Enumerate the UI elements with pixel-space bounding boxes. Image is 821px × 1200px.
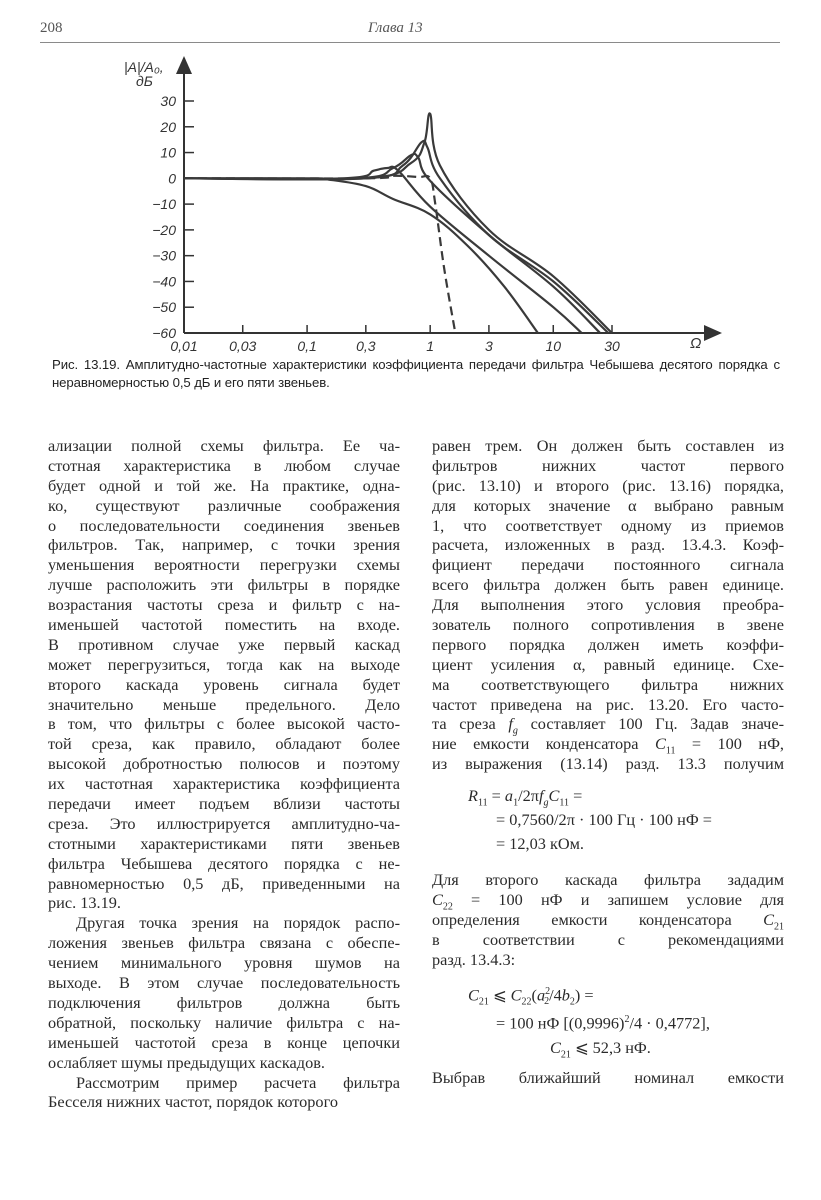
- text-line: ализации полной схемы фильтра. Ее ча-: [48, 436, 400, 455]
- text-line: подключения фильтров должна быть: [48, 992, 400, 1012]
- text-line: для которых значение α выбрано равным: [432, 495, 784, 515]
- text-line: фициент передачи постоянного сигнала: [432, 555, 784, 575]
- text-line: стотными характеристиками пяти звеньев: [48, 833, 400, 853]
- text-line: разд. 13.4.3:: [432, 949, 516, 969]
- formula-line: = 12,03 кОм.: [496, 834, 584, 854]
- text-line: в том, что фильтры с более высокой часто-: [48, 714, 400, 734]
- text-line: фильтров. Так, например, с точки зрения: [48, 535, 400, 555]
- text-line: второго каскада уровень сигнала будет: [48, 674, 400, 694]
- text-line: первого порядка должен иметь коэффи-: [432, 634, 784, 654]
- text-line: из выражения (13.14) разд. 13.3 получим: [432, 754, 784, 774]
- text-line: фильтра Чебышева десятого порядка с не-: [48, 853, 400, 873]
- x-tick-label: 1: [426, 338, 435, 354]
- x-tick-label: 10: [545, 338, 562, 354]
- text-line: лучше расположить эти фильтры в порядке: [48, 575, 400, 595]
- text-line: рис. 13.19.: [48, 893, 121, 913]
- formula-line: = 100 нФ $[(0,9996)^2/4 \cdot 0,4772]$,: [496, 1013, 710, 1033]
- text-line: частот приведена на рис. 13.20. Его часто-: [432, 694, 784, 714]
- text-line: передачи имеет подъем вблизи частоты: [48, 794, 400, 814]
- y-tick-label: −30: [152, 247, 176, 264]
- right-text-column: [432, 436, 784, 1087]
- text-line: их частотная характеристика коэффициента: [48, 774, 400, 794]
- figure-13-19: [40, 50, 780, 360]
- text-line: 1, что соответствует одному из приемов: [432, 515, 784, 535]
- text-line: Рассмотрим пример расчета фильтра: [76, 1072, 400, 1092]
- text-line: уменьшения вероятности перегрузки схемы: [48, 555, 400, 575]
- y-tick-label: 20: [160, 118, 176, 135]
- text-line: равномерностью 0,5 дБ, приведенными на: [48, 873, 400, 893]
- text-line: высокой добротностью полюсов и поэтому: [48, 754, 400, 774]
- y-tick-label: −20: [152, 221, 176, 238]
- text-line: в соответствии с рекомендациями: [432, 929, 784, 949]
- text-line: Для выполнения этого условия преобра-: [432, 595, 784, 615]
- text-line: зователь полного сопротивления в звене: [432, 615, 784, 635]
- text-line: Выбрав ближайший номинал емкости: [432, 1067, 784, 1087]
- text-line: именьшей частотой среза в конце цепочки: [48, 1032, 400, 1052]
- figure-caption: Рис. 13.19. Амплитудно-частотные характеристики коэффициента передачи фильтра Чебышева десятого порядка с неравномерностью 0,5 дБ и его пяти звеньев.: [52, 357, 780, 390]
- y-tick-label: 0: [168, 170, 176, 187]
- text-line: $C_{22} = 100$ нФ и запишем условие для: [432, 890, 784, 913]
- y-tick-label: −10: [152, 196, 176, 213]
- text-line: значительно меньше предельного. Дело: [48, 694, 400, 714]
- text-line: будет одной и той же. На практике, одна-: [48, 475, 400, 495]
- chart-series: [184, 113, 612, 333]
- x-tick-label: 0,03: [229, 338, 257, 354]
- text-line: ослабляет шумы предыдущих каскадов.: [48, 1052, 325, 1072]
- left-text-column: [48, 436, 400, 1112]
- formula-line: $C_{21}$ ⩽ 52,3 нФ.: [550, 1037, 651, 1060]
- text-line: фильтров нижних частот первого: [432, 455, 784, 475]
- x-axis-label: Ω: [690, 335, 702, 352]
- running-head: [40, 18, 780, 43]
- y-axis-label: |A|/A₀,: [124, 59, 164, 75]
- text-line: расчета, изложенных в разд. 13.4.3. Коэф-: [432, 535, 784, 555]
- text-line: стотная характеристика в любом случае: [48, 455, 400, 475]
- formula-line: $R_{11} = a_1/2\pi f_gC_{11}$ =: [468, 786, 583, 809]
- page-number: 208: [40, 20, 63, 36]
- y-tick-label: −50: [152, 299, 176, 316]
- x-tick-label: 30: [604, 338, 620, 354]
- text-line: Для второго каскада фильтра зададим: [432, 870, 784, 890]
- x-tick-label: 0,01: [170, 338, 198, 354]
- text-line: всего фильтра должен быть равен единице.: [432, 575, 784, 595]
- y-axis-unit: дБ: [136, 73, 153, 89]
- formula-line: = 0,7560/2π · 100 Гц · 100 нФ =: [496, 810, 712, 830]
- y-tick-label: −40: [152, 273, 176, 290]
- text-line: ма соответствующего фильтра нижних: [432, 674, 784, 694]
- text-line: ние емкости конденсатора $C_{11} = 100$ нФ,: [432, 734, 785, 757]
- text-line: чением минимального уровня шумов на: [48, 953, 400, 973]
- x-tick-label: 0,3: [356, 338, 376, 354]
- text-line: Бесселя нижних частот, порядок которого: [48, 1092, 338, 1112]
- frequency-response-chart: [40, 50, 780, 360]
- text-line: может перегрузиться, тогда как на выходе: [48, 654, 400, 674]
- text-line: о последовательности соединения звеньев: [48, 515, 400, 535]
- section-response-curve: [184, 154, 600, 333]
- text-line: среза. Это иллюстрируется амплитудно-ча-: [48, 813, 400, 833]
- text-line: возрастания частоты среза и фильтр с на-: [48, 595, 400, 615]
- text-line: равен трем. Он должен быть составлен из: [432, 436, 784, 455]
- text-line: обратной, поскольку наличие фильтра с на-: [48, 1012, 400, 1032]
- x-tick-label: 3: [485, 338, 493, 354]
- text-line: определения емкости конденсатора $C_{21}$: [432, 909, 784, 933]
- text-line: (рис. 13.10) и второго (рис. 13.16) порядка,: [432, 475, 784, 495]
- text-line: ложения звеньев фильтра связана с обеспе-: [48, 933, 400, 953]
- chart-ticks: [152, 93, 620, 354]
- text-line: ко, существуют различные соображения: [48, 495, 400, 515]
- text-line: та среза $f_g$ составляет 100 Гц. Задав значе-: [432, 714, 784, 737]
- overall-response-curve: [184, 176, 455, 333]
- y-tick-label: −60: [152, 325, 176, 341]
- text-line: Другая точка зрения на порядок распо-: [76, 913, 400, 933]
- y-tick-label: 10: [160, 144, 176, 161]
- text-line: той среза, как правило, обладают более: [48, 734, 400, 754]
- x-tick-label: 0,1: [297, 338, 317, 354]
- section-response-curve: [184, 113, 612, 333]
- chapter-title: Глава 13: [368, 20, 423, 36]
- formula-line: $C_{21}$ ⩽ $C_{22}(a^2_2/4b_2)$ =: [468, 985, 594, 1008]
- section-response-curve: [184, 178, 538, 333]
- text-line: именьшей частотой поместить на входе.: [48, 615, 400, 635]
- text-line: циент усиления α, равный единице. Схе-: [432, 654, 784, 674]
- text-line: выходе. В этом случае последовательность: [48, 973, 400, 993]
- section-response-curve: [184, 167, 582, 333]
- y-tick-label: 30: [160, 93, 176, 109]
- text-line: В противном случае уже первый каскад: [48, 634, 400, 654]
